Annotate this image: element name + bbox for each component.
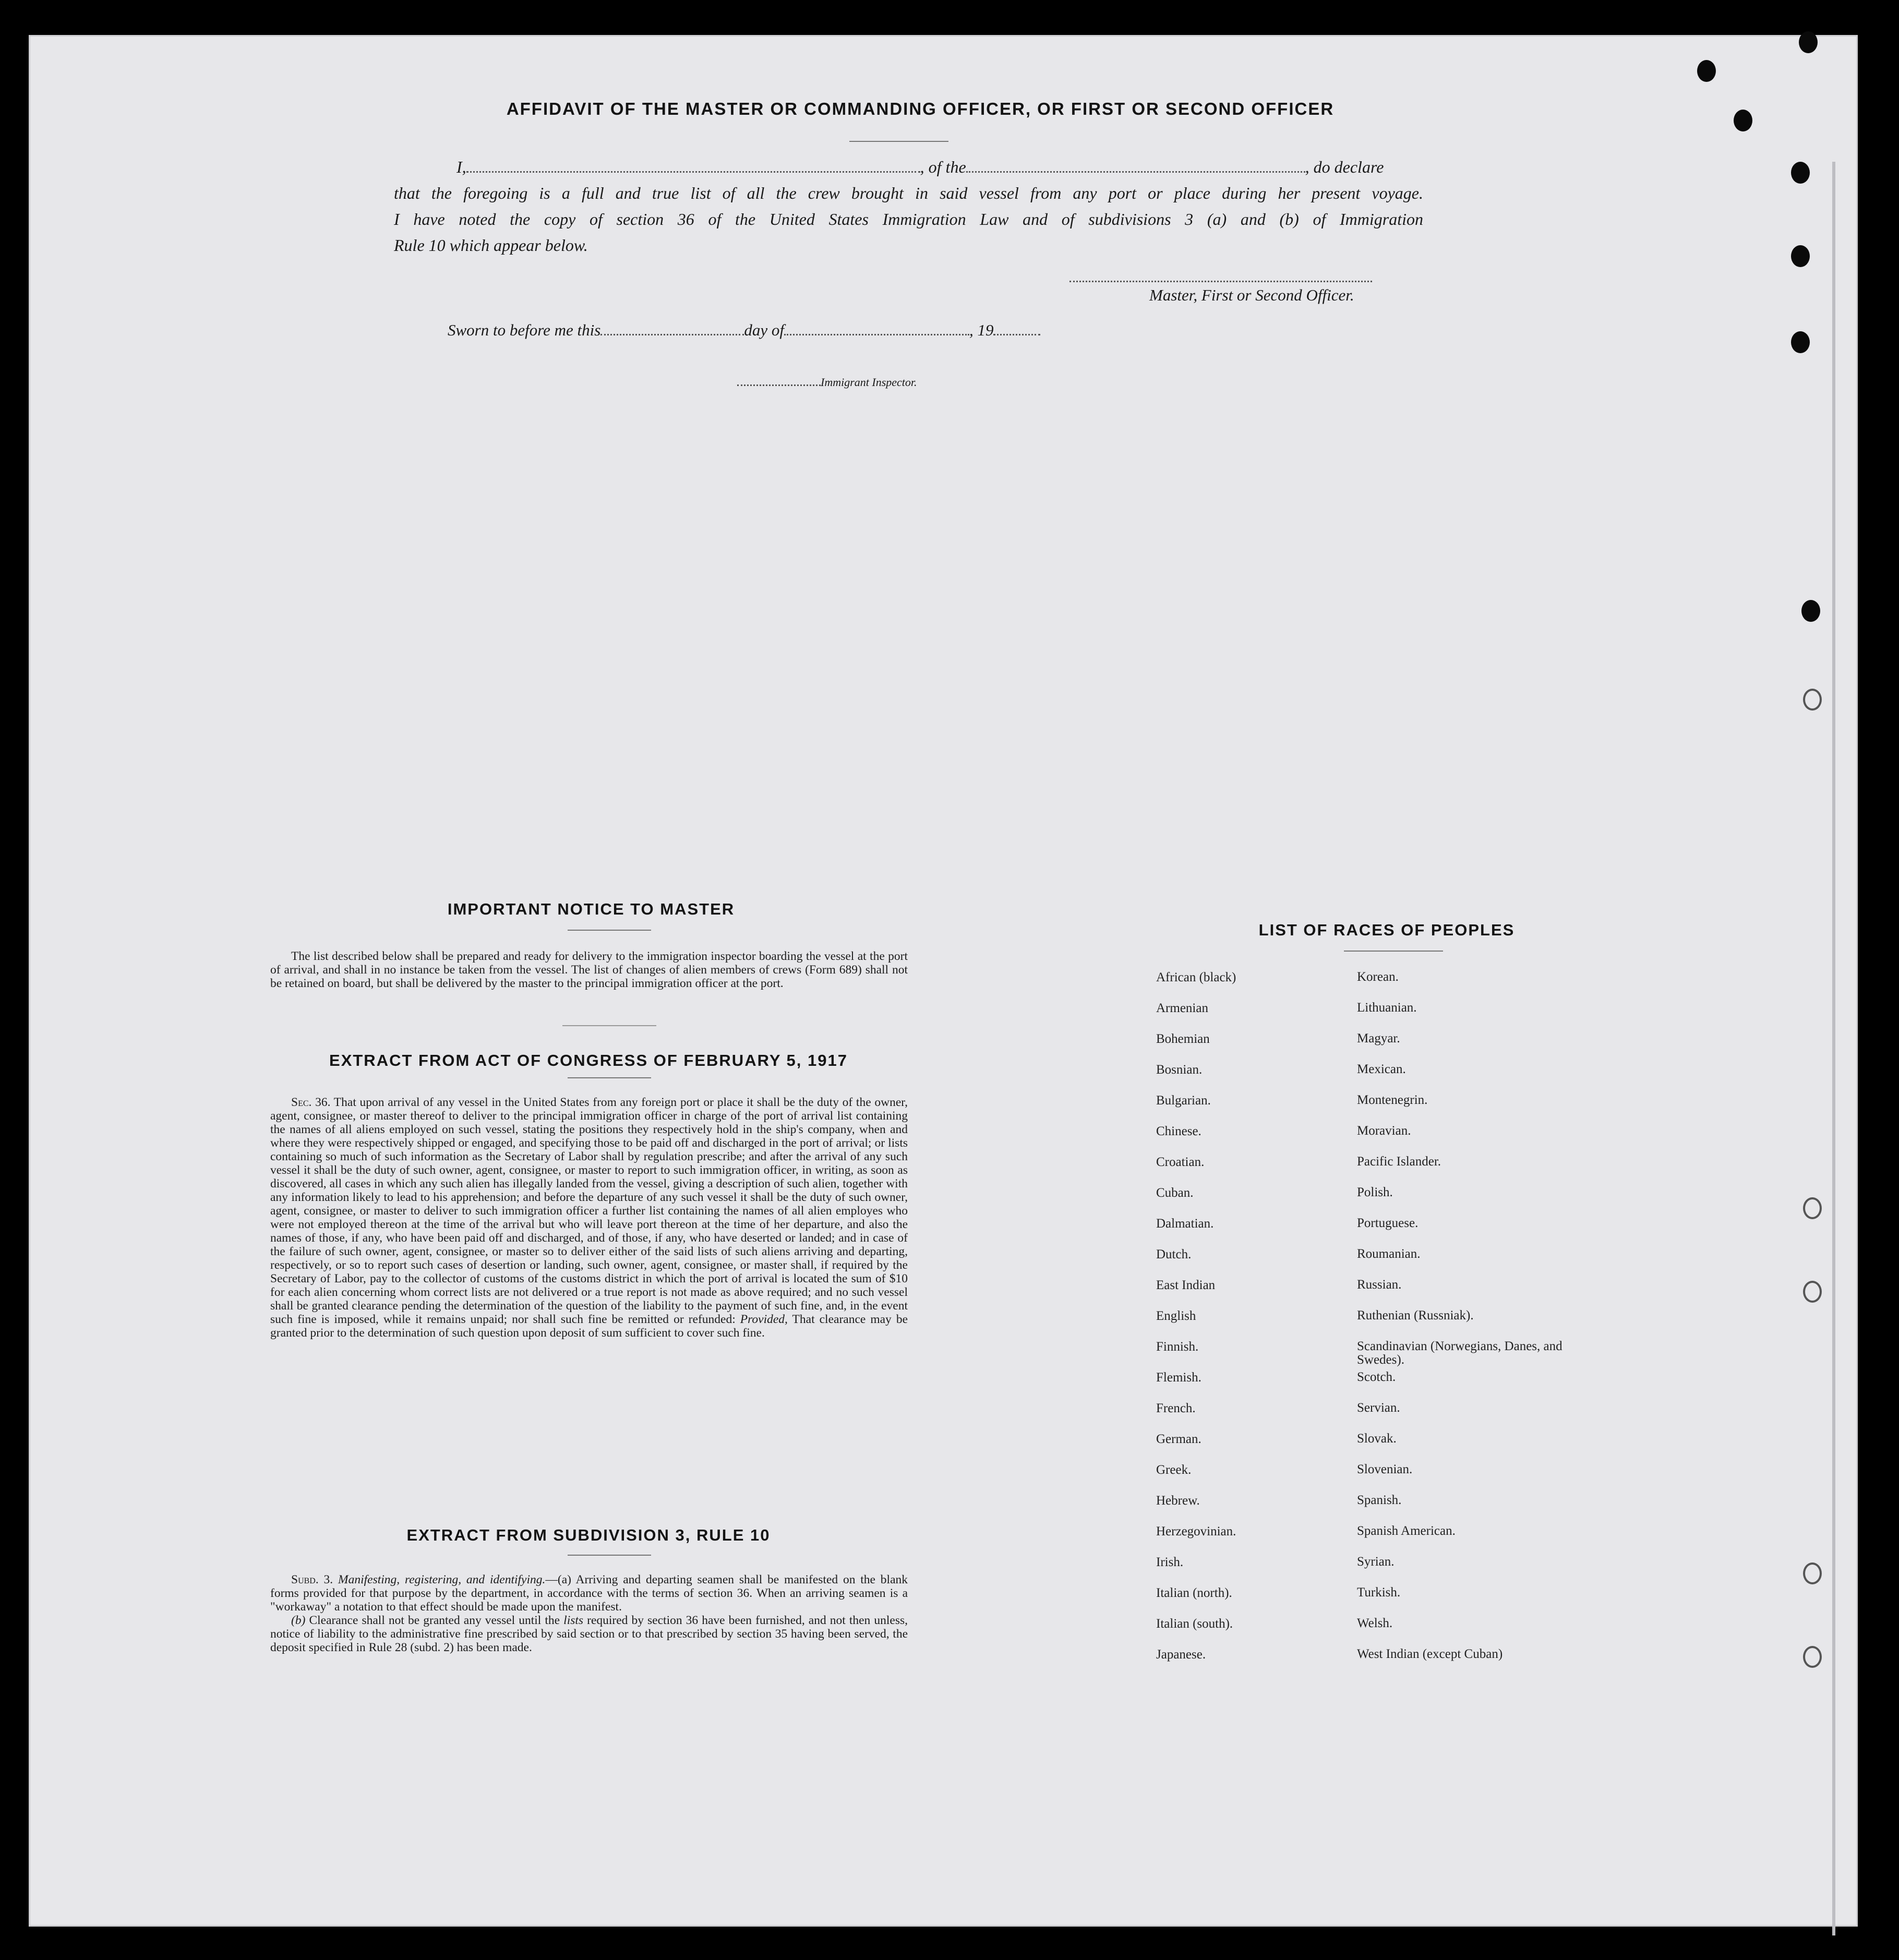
race-row (1156, 1093, 1605, 1124)
race-row (1156, 1555, 1605, 1586)
race-row (1156, 1278, 1605, 1309)
binder-hole-icon (1803, 689, 1822, 711)
act-title: EXTRACT FROM ACT OF CONGRESS OF FEBRUARY 5, 1917 (329, 1051, 848, 1069)
act-text-2: That clearance may be granted prior to the determination of such question upon deposit of sum sufficient to cover such fine. (270, 1313, 908, 1340)
document-page (30, 37, 1856, 1925)
race-right-item: Welsh. (1357, 1616, 1393, 1630)
name-field[interactable] (466, 171, 920, 173)
race-row (1156, 1155, 1605, 1186)
race-left-item: African (black) (1156, 970, 1236, 984)
race-left-item: Dalmatian. (1156, 1217, 1214, 1231)
race-right-item: Korean. (1357, 970, 1399, 984)
race-row (1156, 1617, 1605, 1648)
sworn-day-field[interactable] (600, 334, 744, 335)
subd-b-label: (b) (291, 1614, 306, 1627)
race-left-item: Bulgarian. (1156, 1093, 1211, 1108)
race-left-item: Bosnian. (1156, 1063, 1203, 1077)
race-row (1156, 970, 1605, 1001)
binder-hole-icon (1803, 1197, 1822, 1219)
sworn-year-prefix: , 19 (969, 321, 994, 339)
subd-a-label: —(a) (545, 1573, 571, 1586)
race-right-item: Magyar. (1357, 1031, 1400, 1045)
affidavit-of-the-label: , of the (920, 158, 966, 176)
race-left-item: Irish. (1156, 1555, 1184, 1569)
vessel-field[interactable] (966, 171, 1305, 173)
affidavit-body (394, 154, 1423, 258)
rule-divider (568, 1555, 651, 1556)
affidavit-i-label: I, (456, 158, 466, 176)
race-row (1156, 1648, 1605, 1678)
race-right-item: Portuguese. (1357, 1216, 1419, 1230)
subd-a-text: Arriving and departing seamen shall be manifested on the blank forms provided for that purpose by the department, in accordance with the terms of section 36. When an arriving seamen is a "workaway" a notation to that effect should be made upon the manifest. (270, 1573, 908, 1614)
subd-heading: Manifesting, registering, and identifying. (338, 1573, 546, 1586)
race-row (1156, 1186, 1605, 1217)
races-title: LIST OF RACES OF PEOPLES (1258, 921, 1515, 939)
race-row (1156, 1586, 1605, 1617)
race-right-item: Servian. (1357, 1401, 1400, 1415)
race-right-item: Spanish American. (1357, 1524, 1456, 1538)
sworn-prefix: Sworn to before me this (448, 321, 601, 339)
notice-body (270, 949, 908, 990)
race-right-item: Pacific Islander. (1357, 1155, 1441, 1169)
binder-hole-icon (1803, 1281, 1822, 1303)
races-divider (1344, 951, 1443, 952)
race-right-item: West Indian (except Cuban) (1357, 1647, 1503, 1661)
race-right-item: Scotch. (1357, 1370, 1396, 1384)
race-row (1156, 1463, 1605, 1494)
affidavit-title: AFFIDAVIT OF THE MASTER OR COMMANDING OFFICER, OR FIRST OR SECOND OFFICER (506, 99, 1335, 118)
binder-hole-icon (1697, 60, 1716, 82)
race-right-item: Mexican. (1357, 1062, 1406, 1076)
subd-b-lists: lists (563, 1614, 584, 1627)
race-left-item: Italian (south). (1156, 1617, 1233, 1631)
race-right-item: Ruthenian (Russniak). (1357, 1308, 1474, 1322)
race-row (1156, 1340, 1605, 1370)
race-row (1156, 1524, 1605, 1555)
subd-label: Subd. 3. (291, 1573, 333, 1586)
race-left-item: Italian (north). (1156, 1586, 1232, 1600)
sworn-line (448, 321, 1040, 340)
race-row (1156, 1401, 1605, 1432)
signature-field[interactable] (1069, 281, 1372, 282)
race-left-item: Flemish. (1156, 1370, 1201, 1385)
race-right-item: Slovenian. (1357, 1462, 1413, 1476)
race-right-item: Russian. (1357, 1278, 1402, 1292)
race-left-item: Greek. (1156, 1463, 1192, 1477)
page-edge (1832, 162, 1835, 1935)
inspector-label: Immigrant Inspector. (821, 376, 917, 389)
race-left-item: Bohemian (1156, 1032, 1210, 1046)
race-row (1156, 1309, 1605, 1340)
race-row (1156, 1370, 1605, 1401)
races-table (1156, 970, 1605, 1678)
notice-title: IMPORTANT NOTICE TO MASTER (447, 900, 735, 918)
act-text-1: That upon arrival of any vessel in the United States from any foreign port or place it shall be the duty of the owner, agent, consignee, or master thereof to deliver to the principal immigration officer in charge of the port of arrival list containing the names of all aliens employed on such vessel, stating the positions they respectively hold in the ship's company, when and where they were respectively shipped or engaged, and specifying those to be paid off and discharged in the port of arrival; or lists containing so much of such information as the Secretary of Labor shall by regulation prescribe; and after the arrival of any such vessel it shall be the duty of such owner, agent, consignee, or master to report to such immigration officer, in writing, as soon as discovered, all cases in which any such alien has illegally landed from the vessel, giving a description of such alien, together with any information likely to lead to his apprehension; and before the departure of any such vessel it shall be the duty of such owner, agent, consignee, or master to deliver to such immigration officer a further list containing the names of all alien employes who were not employed thereon at the time of the arrival but who will leave port thereon at the time of her departure, and also the names of those, if any, who have been paid off and discharged, and of those, if any, who have deserted or landed; and in case of the failure of such owner, agent, consignee, or master so to deliver either of the said lists of such aliens arriving and departing, respectively, or so to report such cases of desertion or landing, such owner, agent, consignee, or master shall, if required by the Secretary of Labor, pay to the collector of customs of the customs district in which the port of arrival is located the sum of $10 for each alien concerning whom correct lists are not delivered or a true report is not made as above required; and no such vessel shall be granted clearance pending the determination of the question of the liability to the payment of such fine, and, in the event such fine is imposed, while it remains unpaid; nor shall such fine be remitted or refunded: (270, 1096, 908, 1326)
race-right-item: Spanish. (1357, 1493, 1402, 1507)
race-right-item: Lithuanian. (1357, 1001, 1417, 1015)
affidavit-line-1 (394, 154, 1423, 180)
binder-hole-icon (1791, 162, 1810, 184)
binder-hole-icon (1803, 1646, 1822, 1668)
signature-label: Master, First or Second Officer. (1149, 286, 1354, 304)
act-divider (568, 1077, 651, 1078)
notice-divider (568, 930, 651, 931)
rule-title: EXTRACT FROM SUBDIVISION 3, RULE 10 (406, 1526, 771, 1544)
affidavit-line-3: I have noted the copy of section 36 of the United States Immigration Law and of subdivisions 3 (a) and (b) of Immigration (394, 210, 1423, 229)
affidavit-declare-label: , do declare (1305, 158, 1384, 176)
race-left-item: Croatian. (1156, 1155, 1205, 1169)
affidavit-line-4: Rule 10 which appear below. (394, 236, 588, 255)
binder-hole-icon (1791, 331, 1810, 353)
race-right-item: Slovak. (1357, 1432, 1397, 1446)
race-row (1156, 1494, 1605, 1524)
race-left-item: English (1156, 1309, 1196, 1323)
act-provided: Provided, (740, 1313, 788, 1326)
sworn-month-field[interactable] (784, 334, 969, 335)
race-left-item: East Indian (1156, 1278, 1216, 1292)
race-right-item: Moravian. (1357, 1124, 1411, 1138)
race-row (1156, 1063, 1605, 1093)
inspector-line (737, 376, 917, 389)
race-left-item: Cuban. (1156, 1186, 1194, 1200)
race-left-item: Finnish. (1156, 1340, 1199, 1354)
race-row (1156, 1247, 1605, 1278)
race-left-item: Dutch. (1156, 1247, 1192, 1261)
subd-b-text-1: Clearance shall not be granted any vessel until the (309, 1614, 560, 1627)
race-left-item: Herzegovinian. (1156, 1524, 1236, 1538)
race-row (1156, 1124, 1605, 1155)
race-right-item: Syrian. (1357, 1555, 1395, 1569)
race-row (1156, 1032, 1605, 1063)
race-row (1156, 1001, 1605, 1032)
race-left-item: Chinese. (1156, 1124, 1201, 1138)
race-right-item: Scandinavian (Norwegians, Danes, and Swedes). (1357, 1339, 1563, 1367)
inspector-signature-field[interactable] (737, 384, 821, 386)
race-left-item: German. (1156, 1432, 1201, 1446)
subd-b-text-2: required by section 36 have been furnished, and not then unless, notice of liability to the administrative fine prescribed by said section or to that prescribed by section 35 having been served, the deposit specified in Rule 28 (subd. 2) has been made. (270, 1614, 908, 1654)
race-left-item: Armenian (1156, 1001, 1208, 1015)
title-divider (849, 141, 948, 142)
race-row (1156, 1217, 1605, 1247)
sworn-year-field[interactable] (993, 334, 1040, 335)
race-left-item: French. (1156, 1401, 1196, 1415)
race-right-item: Turkish. (1357, 1585, 1401, 1600)
race-left-item: Hebrew. (1156, 1494, 1200, 1508)
rule-body (270, 1573, 908, 1654)
section-divider (562, 1025, 656, 1026)
affidavit-line-2: that the foregoing is a full and true list of all the crew brought in said vessel from any port or place during her present voyage. (394, 184, 1423, 202)
binder-hole-icon (1799, 31, 1818, 53)
binder-hole-icon (1791, 245, 1810, 267)
race-right-item: Polish. (1357, 1185, 1393, 1199)
sec-36-label: Sec. 36. (291, 1096, 331, 1109)
binder-hole-icon (1803, 1562, 1822, 1584)
race-row (1156, 1432, 1605, 1463)
race-right-item: Montenegrin. (1357, 1093, 1428, 1107)
act-body (270, 1096, 908, 1340)
binder-hole-icon (1801, 600, 1820, 622)
sworn-day-of: day of (744, 321, 784, 339)
race-left-item: Japanese. (1156, 1648, 1206, 1662)
notice-text: The list described below shall be prepared and ready for delivery to the immigration inspector boarding the vessel at the port of arrival, and shall in no instance be taken from the vessel. The list of changes of alien members of crews (Form 689) shall not be retained on board, but shall be delivered by the master to the principal immigration officer at the port. (270, 949, 908, 990)
race-right-item: Roumanian. (1357, 1247, 1421, 1261)
